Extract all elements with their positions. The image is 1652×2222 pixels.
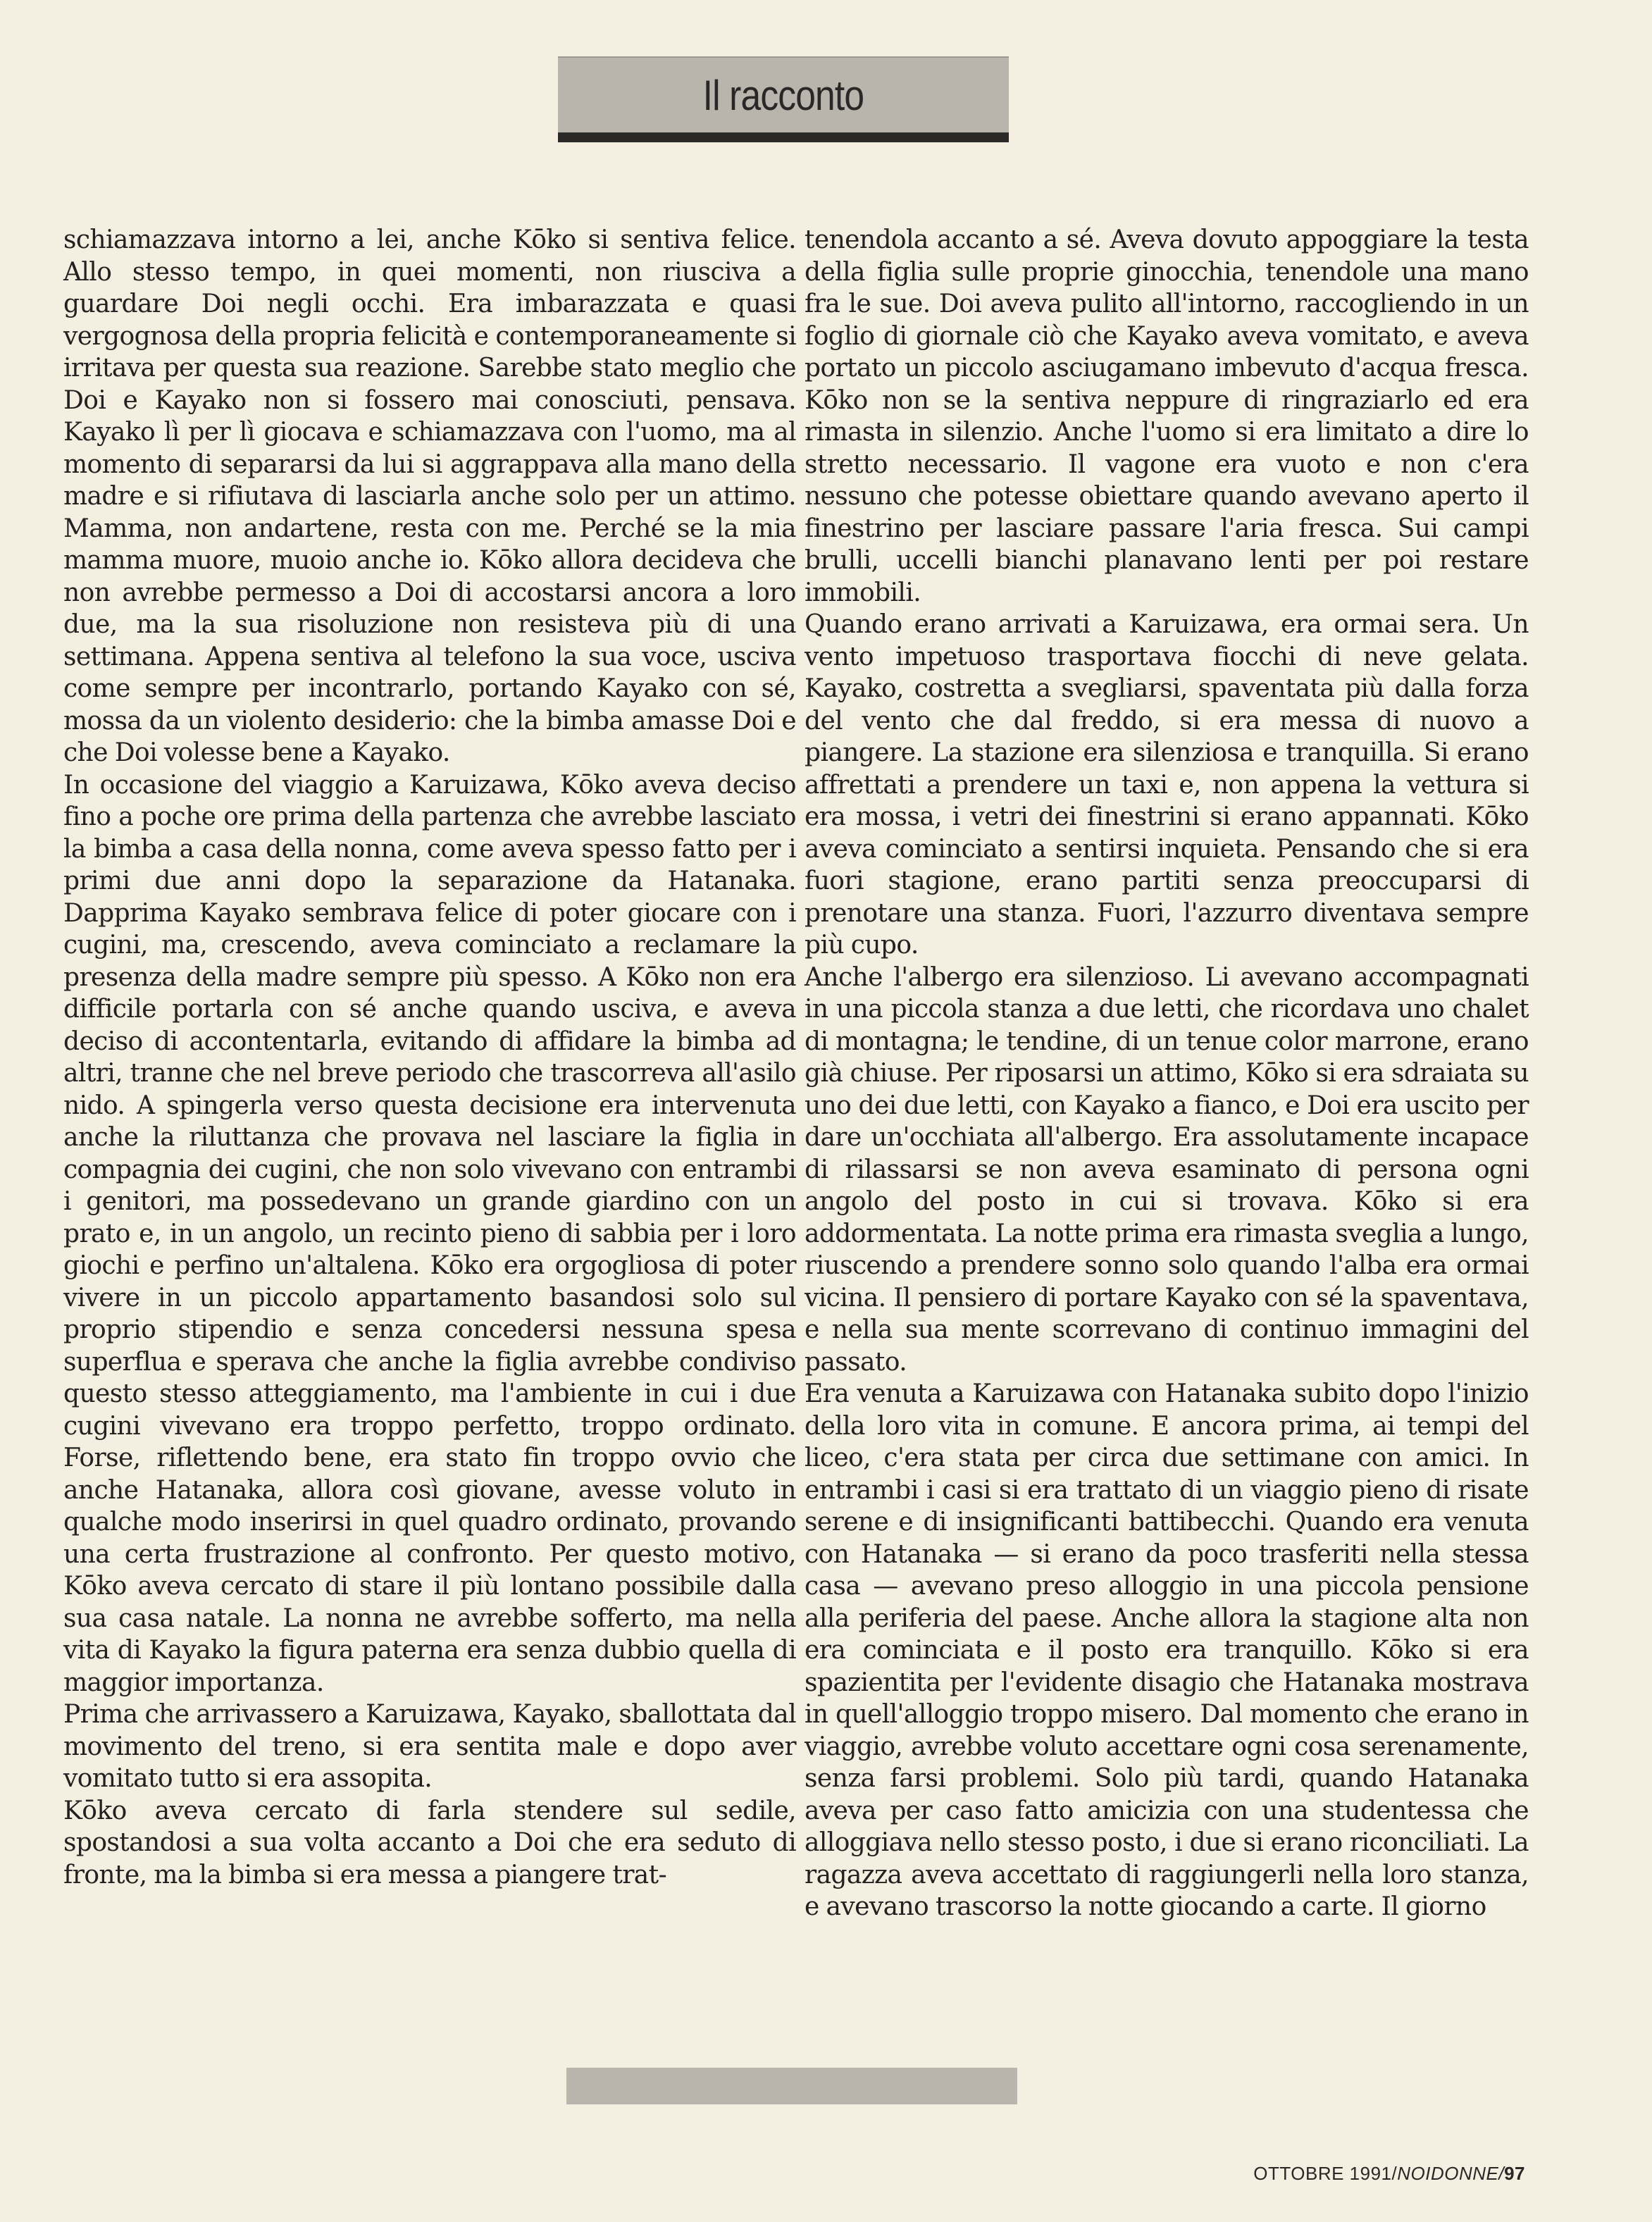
folio: [1253, 2163, 1525, 2185]
issue-date: OTTOBRE 1991/: [1253, 2163, 1398, 2184]
text-column-right: [805, 224, 1529, 1923]
section-title: Il racconto: [702, 71, 864, 119]
paragraph: schiamazzava intorno a lei, anche Kōko si sentiva felice. Allo stesso tempo, in quei momenti, non riusciva a guardare Doi negli occhi. Era imbarazzata e quasi vergognosa della propria felicità e contemporaneamente si irritava per questa sua reazione. Sarebbe stato meglio che Doi e Kayako non si fossero mai conosciuti, pensava. Kayako lì per lì giocava e schiamazzava con l'uomo, ma al momento di separarsi da lui si aggrappava alla mano della madre e si rifiutava di lasciarla anche solo per un attimo. Mamma, non andartene, resta con me. Perché se la mia mamma muore, muoio anche io. Kōko allora decideva che non avrebbe permesso a Doi di accostarsi ancora a loro due, ma la sua risoluzione non resisteva più di una settimana. Appena sentiva al telefono la sua voce, usciva come sempre per incontrarlo, portando Kayako con sé, mossa da un violento desiderio: che la bimba amasse Doi e che Doi volesse bene a Kayako.: [63, 225, 796, 767]
header-rule: [558, 132, 1009, 142]
paragraph: Prima che arrivassero a Karuizawa, Kayako, sballottata dal movimento del treno, si era sentita male e dopo aver vomitato tutto si era assopita.: [63, 1700, 796, 1793]
text-column-left: [63, 224, 796, 1891]
footer-bar: [566, 2068, 1017, 2104]
paragraph: In occasione del viaggio a Karuizawa, Kōko aveva deciso fino a poche ore prima della partenza che avrebbe lasciato la bimba a casa della nonna, come aveva spesso fatto per i primi due anni dopo la separazione da Hatanaka. Dapprima Kayako sembrava felice di poter giocare con i cugini, ma, crescendo, aveva cominciato a reclamare la presenza della madre sempre più spesso. A Kōko non era difficile portarla con sé anche quando usciva, e aveva deciso di accontentarla, evitando di affidare la bimba ad altri, tranne che nel breve periodo che trascorreva all'asilo nido. A spingerla verso questa decisione era intervenuta anche la riluttanza che provava nel lasciare la figlia in compagnia dei cugini, che non solo vivevano con entrambi i genitori, ma possedevano un grande giardino con un prato e, in un angolo, un recinto pieno di sabbia per i loro giochi e perfino un'altalena. Kōko era orgogliosa di poter vivere in un piccolo appartamento basandosi solo sul proprio stipendio e senza concedersi nessuna spesa superflua e sperava che anche la figlia avrebbe condiviso questo stesso atteggiamento, ma l'ambiente in cui i due cugini vivevano era troppo perfetto, troppo ordinato. Forse, riflettendo bene, era stato fin troppo ovvio che anche Hatanaka, allora così giovane, avesse voluto in qualche modo inserirsi in quel quadro ordinato, provando una certa frustrazione al confronto. Per questo motivo, Kōko aveva cercato di stare il più lontano possibile dalla sua casa natale. La nonna ne avrebbe sofferto, ma nella vita di Kayako la figura paterna era senza dubbio quella di maggior importanza.: [63, 770, 796, 1697]
paragraph: Era venuta a Karuizawa con Hatanaka subito dopo l'inizio della loro vita in comune. E ancora prima, ai tempi del liceo, c'era stata per circa due settimane con amici. In entrambi i casi si era trattato di un viaggio pieno di risate serene e di insignificanti battibecchi. Quando era venuta con Hatanaka — si erano da poco trasferiti nella stessa casa — avevano preso alloggio in una piccola pensione alla periferia del paese. Anche allora la stagione alta non era cominciata e il posto era tranquillo. Kōko si era spazientita per l'evidente disagio che Hatanaka mostrava in quell'alloggio troppo misero. Dal momento che erano in viaggio, avrebbe voluto accettare ogni cosa serenamente, senza farsi problemi. Solo più tardi, quando Hatanaka aveva per caso fatto amicizia con una studentessa che alloggiava nello stesso posto, i due si erano riconciliati. La ragazza aveva accettato di raggiungerli nella loro stanza, e avevano trascorso la notte giocando a carte. Il giorno: [805, 1379, 1529, 1921]
section-header: [558, 56, 1009, 132]
paragraph: tenendola accanto a sé. Aveva dovuto appoggiare la testa della figlia sulle proprie ginocchia, tenendole una mano fra le sue. Doi aveva pulito all'intorno, raccogliendo in un foglio di giornale ciò che Kayako aveva vomitato, e aveva portato un piccolo asciugamano imbevuto d'acqua fresca. Kōko non se la sentiva neppure di ringraziarlo ed era rimasta in silenzio. Anche l'uomo si era limitato a dire lo stretto necessario. Il vagone era vuoto e non c'era nessuno che potesse obiettare quando avevano aperto il finestrino per lasciare passare l'aria fresca. Sui campi brulli, uccelli bianchi planavano lenti per poi restare immobili.: [805, 225, 1529, 607]
paragraph: Quando erano arrivati a Karuizawa, era ormai sera. Un vento impetuoso trasportava fiocchi di neve gelata. Kayako, costretta a svegliarsi, spaventata più dalla forza del vento che dal freddo, si era messa di nuovo a piangere. La stazione era silenziosa e tranquilla. Si erano affrettati a prendere un taxi e, non appena la vettura si era mossa, i vetri dei finestrini si erano appannati. Kōko aveva cominciato a sentirsi inquieta. Pensando che si era fuori stagione, erano partiti senza preoccuparsi di prenotare una stanza. Fuori, l'azzurro diventava sempre più cupo.: [805, 610, 1529, 960]
paragraph: Kōko aveva cercato di farla stendere sul sedile, spostandosi a sua volta accanto a Doi che era seduto di fronte, ma la bimba si era messa a piangere trat-: [63, 1796, 796, 1889]
page-number: 97: [1504, 2163, 1525, 2184]
paragraph: Anche l'albergo era silenzioso. Li avevano accompagnati in una piccola stanza a due letti, che ricordava uno chalet di montagna; le tendine, di un tenue color marrone, erano già chiuse. Per riposarsi un attimo, Kōko si era sdraiata su uno dei due letti, con Kayako a fianco, e Doi era uscito per dare un'occhiata all'albergo. Era assolutamente incapace di rilassarsi se non aveva esaminato di persona ogni angolo del posto in cui si trovava. Kōko si era addormentata. La notte prima era rimasta sveglia a lungo, riuscendo a prendere sonno solo quando l'alba era ormai vicina. Il pensiero di portare Kayako con sé la spaventava, e nella sua mente scorrevano di continuo immagini del passato.: [805, 962, 1529, 1377]
magazine-name: NOIDONNE/: [1397, 2163, 1505, 2184]
